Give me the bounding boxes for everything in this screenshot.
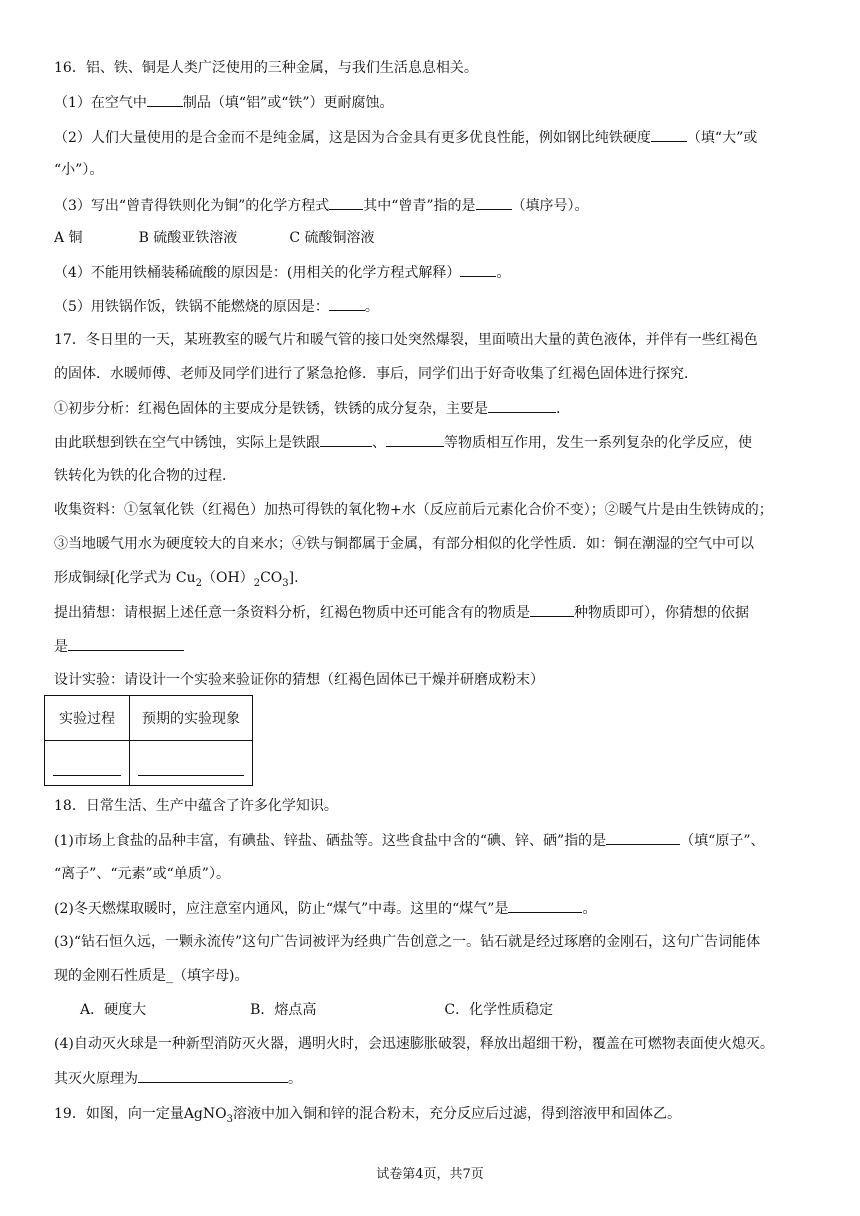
q17-materials-2: ③当地暖气用水为硬度较大的自来水；④铁与铜都属于金属，有部分相似的化学性质．如：铜在潮湿的空气中可以: [54, 536, 754, 552]
q16-part3: （3）写出“曾青得铁则化为铜”的化学方程式 其中“曾青”指的是 （填序号）。: [54, 195, 589, 216]
option-c: C．化学性质稳定: [444, 1002, 554, 1018]
q17-hypothesis-cont: 是: [54, 636, 184, 657]
answer-blank[interactable]: [320, 432, 372, 447]
option-a: A．硬度大: [80, 1002, 147, 1018]
q18-part4-cont: 其灭火原理为 。: [54, 1068, 302, 1089]
answer-blank[interactable]: [329, 195, 363, 210]
answer-blank[interactable]: [386, 432, 444, 447]
experiment-table: [44, 695, 253, 786]
q18-part4: (4)自动灭火球是一种新型消防灭火器，遇明火时，会迅速膨胀破裂，释放出超细干粉，覆盖在可燃物表面使火熄灭。: [54, 1036, 774, 1052]
table-cell-process[interactable]: [45, 741, 130, 786]
q16-part2: （2）人们大量使用的是合金而不是纯金属，这是因为合金具有更多优良性能，例如钢比纯铁硬度 （填“大”或: [54, 127, 757, 148]
q17-hypothesis: 提出猜想：请根据上述任意一条资料分析，红褐色物质中还可能含有的物质是 种物质即可），你猜想的依据: [54, 602, 749, 623]
q17-stem-line1: 17．冬日里的一天，某班教室的暖气片和暖气管的接口处突然爆裂，里面喷出大量的黄色液体，并伴有一些红褐色: [54, 332, 758, 348]
table-cell-phenomenon[interactable]: [130, 741, 253, 786]
q18-part3: (3)“钻石恒久远，一颗永流传”这句广告词被评为经典广告创意之一。钻石就是经过琢磨的金刚石，这句广告词能体: [54, 934, 761, 950]
q17-analysis: ①初步分析：红褐色固体的主要成分是铁锈，铁锈的成分复杂，主要是 .: [54, 398, 560, 419]
q18-stem: 18．日常生活、生产中蕴含了许多化学知识。: [54, 798, 338, 814]
answer-blank[interactable]: [488, 398, 556, 413]
q17-materials-3: 形成铜绿[化学式为 $Cu_2(OH)_2CO_3$].: [54, 570, 299, 589]
answer-blank[interactable]: [68, 636, 184, 651]
q16-options: [54, 228, 374, 248]
page-footer: 试卷第4页，共7页: [376, 1167, 484, 1182]
answer-blank[interactable]: [147, 92, 183, 107]
q17-design: 设计实验：请设计一个实验来验证你的猜想（红褐色固体已干燥并研磨成粉末）: [54, 672, 544, 688]
q16-part5: （5）用铁锅作饭，铁锅不能燃烧的原因是： 。: [54, 296, 379, 317]
answer-blank[interactable]: [329, 296, 365, 311]
table-header-phenomenon: 预期的实验现象: [130, 696, 253, 741]
option-c: C 硫酸铜溶液: [289, 230, 375, 246]
q16-stem: 16．铝、铁、铜是人类广泛使用的三种金属，与我们生活息息相关。: [54, 60, 478, 76]
answer-blank[interactable]: [508, 898, 582, 913]
q17-stem-line2: 的固体．水暖师傅、老师及同学们进行了紧急抢修．事后，同学们出于好奇收集了红褐色固体进行探究．: [54, 366, 698, 382]
q17-rust-line: 由此联想到铁在空气中锈蚀，实际上是铁跟 、 等物质相互作用，发生一系列复杂的化学反应，使: [54, 432, 752, 453]
q18-part3-cont: 现的金刚石性质是_（填字母)。: [54, 968, 249, 984]
q16-part1: （1）在空气中 制品（填“铝”或“铁”）更耐腐蚀。: [54, 92, 394, 113]
q18-options: [80, 1000, 553, 1020]
answer-blank[interactable]: [460, 262, 496, 277]
option-b: B．熔点高: [250, 1002, 317, 1018]
answer-blank[interactable]: [530, 602, 574, 617]
table-header-process: 实验过程: [45, 696, 130, 741]
q16-part4: （4）不能用铁桶装稀硫酸的原因是：(用相关的化学方程式解释） 。: [54, 262, 510, 283]
q17-rust-line-cont: 铁转化为铁的化合物的过程．: [54, 468, 236, 484]
q18-part1-cont: “离子”、“元素”或“单质”）。: [54, 866, 230, 882]
answer-blank[interactable]: [138, 1068, 288, 1083]
option-a: A 铜: [54, 230, 83, 246]
answer-blank[interactable]: [606, 830, 680, 845]
answer-blank[interactable]: [476, 195, 512, 210]
q18-part2: (2)冬天燃煤取暖时，应注意室内通风，防止“煤气”中毒。这里的“煤气”是 。: [54, 898, 596, 919]
option-b: B 硫酸亚铁溶液: [138, 230, 238, 246]
q16-part2-cont: “小”）。: [54, 162, 104, 178]
q19-stem: 19．如图，向一定量AgNO$_3$溶液中加入铜和锌的混合粉末，充分反应后过滤，得到溶液甲和固体乙。: [54, 1106, 681, 1125]
q18-part1: (1)市场上食盐的品种丰富，有碘盐、锌盐、硒盐等。这些食盐中含的“碘、锌、硒”指的是 （填“原子”、: [54, 830, 764, 851]
q17-materials-1: 收集资料：①氢氧化铁（红褐色）加热可得铁的氧化物+水（反应前后元素化合价不变）；②暖气片是由生铁铸成的；: [54, 502, 773, 518]
answer-blank[interactable]: [651, 127, 687, 142]
